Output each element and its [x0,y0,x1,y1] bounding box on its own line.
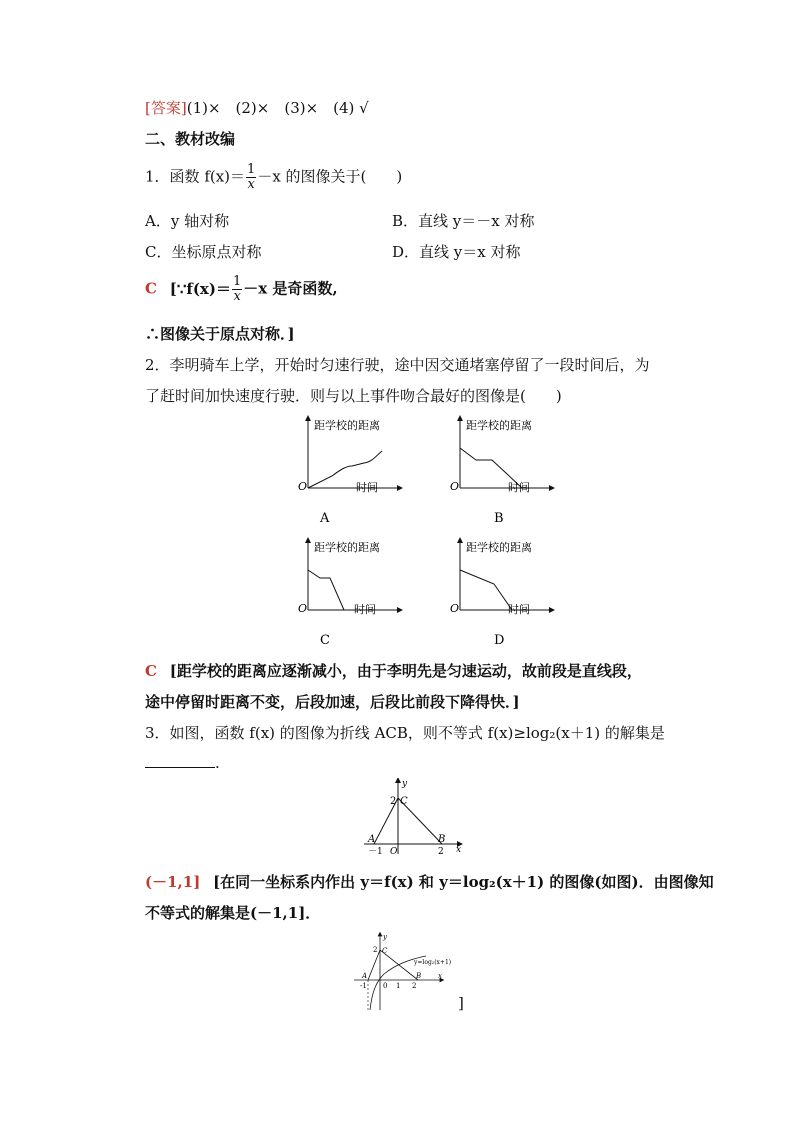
q1-option-d: D．直线 y＝x 对称 [392,243,521,261]
svg-text:A: A [362,972,368,980]
svg-text:x: x [456,845,462,855]
graph-b [450,418,552,526]
graph-b-xlabel: 时间 [508,481,530,494]
q3-explanation-line2: 不等式的解集是(－1,1]． [145,904,321,922]
answer-line [145,97,369,118]
q3-blank [145,755,215,768]
svg-text:B: B [438,834,446,845]
svg-text:x: x [438,972,442,980]
svg-text:y: y [383,933,387,941]
graph-b-ylabel: 距学校的距离 [466,419,532,432]
graph-d [450,540,552,648]
graph-a-origin: O [298,480,308,493]
q2-explanation: C [距学校的距离应逐渐减小，由于李明先是匀速运动，故前段是直线段， [145,662,642,680]
svg-text:y: y [402,779,408,789]
q3-answer-value: (－1,1] [145,873,201,891]
svg-text:-1: -1 [360,982,367,990]
svg-text:1: 1 [396,982,401,990]
q1-option-c: C．坐标原点对称 [145,243,262,261]
graph-d-xlabel: 时间 [508,603,530,616]
answer-label: [答案] [145,99,187,117]
graph-c-ylabel: 距学校的距离 [314,541,380,554]
svg-text:2: 2 [412,982,417,990]
q1-explanation: C [∵f(x)＝ $\frac{1}{x}$ －x 是奇函数, [145,274,338,304]
q2-explanation-line2: 途中停留时距离不变，后段加速，后段比前段下降得快．] [145,693,520,711]
q3-line2: . [145,754,220,772]
graph-d-ylabel: 距学校的距离 [466,541,532,554]
section-heading: 二、教材改编 [145,130,236,148]
q1-number: 1． [145,167,170,186]
graph-b-letter: B [494,511,504,526]
q1-answer-letter: C [145,279,157,298]
q2-answer-letter: C [145,662,157,680]
graph-d-origin: O [450,602,460,615]
q3-figure [360,778,470,858]
svg-text:2: 2 [390,796,397,807]
graph-a-ylabel: 距学校的距离 [314,419,380,432]
graph-b-origin: O [450,480,460,493]
answer-items: (1)× (2)× (3)× (4) √ [186,99,369,117]
graph-c-letter: C [320,633,330,648]
svg-text:0: 0 [383,982,388,990]
q1-stem [145,163,402,192]
q3-close-bracket: ] [458,994,464,1012]
graph-d-curve [460,570,512,610]
q1-stem-before: 函数 f(x)＝ [169,167,246,186]
svg-text:B: B [416,972,422,980]
graph-c [298,540,400,648]
graph-a-xlabel: 时间 [356,481,378,494]
q3-line1: 3．如图，函数 f(x) 的图像为折线 ACB，则不等式 f(x)≥log₂(x＋1) 的解集是 [145,724,665,742]
q2-line1: 2．李明骑车上学，开始时匀速行驶，途中因交通堵塞停留了一段时间后，为 [145,356,650,374]
q2-line2: 了赶时间加快速度行驶．则与以上事件吻合最好的图像是( ) [145,387,562,405]
svg-text:y=log₂(x+1): y=log₂(x+1) [414,959,452,966]
q1-expl-fraction: $\frac{1}{x}$ [232,274,242,304]
svg-text:－1: －1 [368,847,383,857]
svg-text:C: C [382,947,388,955]
svg-text:C: C [400,796,408,807]
q1-fraction: $\frac{1}{x}$ [247,162,256,192]
q3-explanation: (－1,1] [在同一坐标系内作出 y＝f(x) 和 y＝log₂(x＋1) 的图像(如图)．由图像知 [145,873,714,891]
q1-option-b: B．直线 y＝－x 对称 [392,212,535,230]
q1-explanation-line2: ∴图像关于原点对称．] [145,325,295,343]
svg-text:A: A [368,834,376,845]
graph-d-letter: D [494,633,505,648]
q3-polyline [374,798,442,844]
graph-a-letter: A [320,511,330,526]
q3-figure2 [350,930,460,1012]
graph-c-curve [308,570,344,610]
svg-text:O: O [390,847,398,857]
q3-fig2-polyline [368,950,418,980]
graph-c-origin: O [298,602,308,615]
svg-text:2: 2 [373,946,378,954]
q1-stem-after: －x 的图像关于( ) [257,167,403,186]
svg-text:2: 2 [438,847,444,857]
graph-c-xlabel: 时间 [354,603,376,616]
q2-graphs [290,414,680,654]
graph-a [298,418,400,526]
q1-option-a: A．y 轴对称 [145,212,230,230]
